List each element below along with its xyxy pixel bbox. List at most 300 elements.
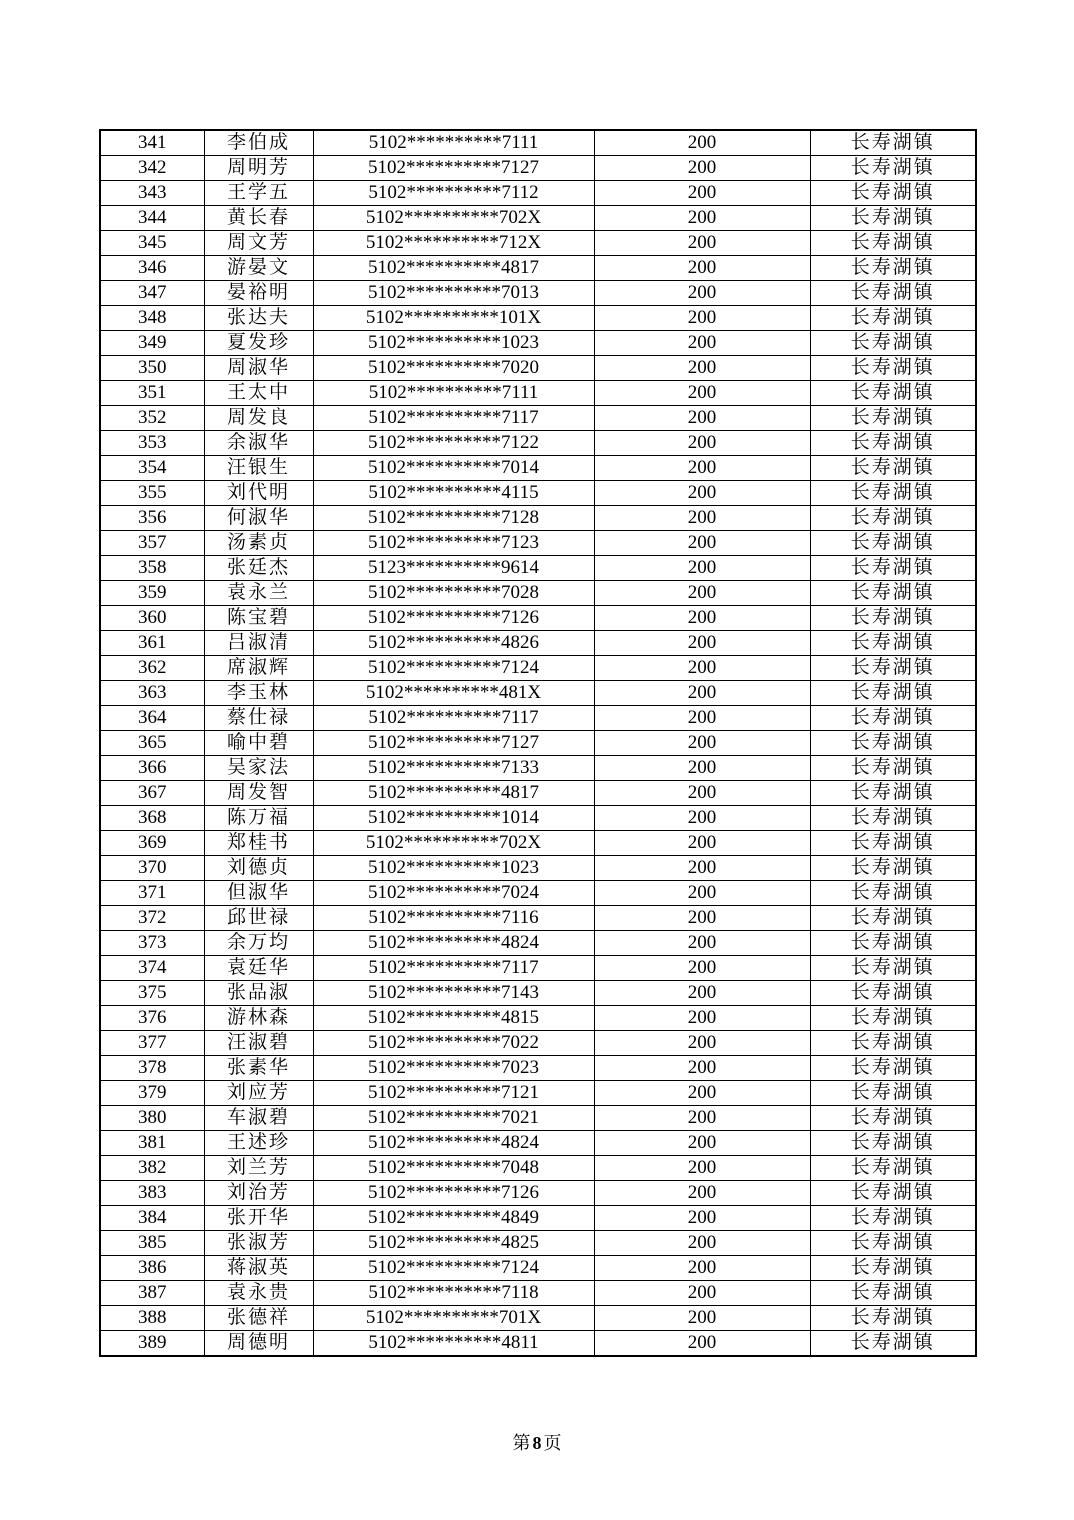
id-number-cell: 5102**********7127 (313, 156, 594, 181)
amount-cell: 200 (594, 781, 810, 806)
id-number-cell: 5102**********4825 (313, 1231, 594, 1256)
amount-cell: 200 (594, 831, 810, 856)
amount-cell: 200 (594, 931, 810, 956)
row-index-cell: 369 (100, 831, 204, 856)
amount-cell: 200 (594, 1106, 810, 1131)
person-name-cell: 袁永贵 (204, 1281, 313, 1306)
row-index-cell: 360 (100, 606, 204, 631)
id-number-cell: 5102**********7124 (313, 1256, 594, 1281)
amount-cell: 200 (594, 130, 810, 156)
table-row (100, 130, 976, 156)
table-row (100, 956, 976, 981)
person-name-cell: 张素华 (204, 1056, 313, 1081)
table-row (100, 231, 976, 256)
row-index-cell: 386 (100, 1256, 204, 1281)
town-cell: 长寿湖镇 (810, 781, 976, 806)
id-number-cell: 5102**********7112 (313, 181, 594, 206)
amount-cell: 200 (594, 956, 810, 981)
person-name-cell: 汪银生 (204, 456, 313, 481)
id-number-cell: 5102**********7014 (313, 456, 594, 481)
person-name-cell: 汤素贞 (204, 531, 313, 556)
amount-cell: 200 (594, 806, 810, 831)
id-number-cell: 5102**********7123 (313, 531, 594, 556)
row-index-cell: 381 (100, 1131, 204, 1156)
id-number-cell: 5102**********7111 (313, 130, 594, 156)
amount-cell: 200 (594, 456, 810, 481)
row-index-cell: 359 (100, 581, 204, 606)
town-cell: 长寿湖镇 (810, 1106, 976, 1131)
amount-cell: 200 (594, 1281, 810, 1306)
table-row (100, 1281, 976, 1306)
person-name-cell: 吴家法 (204, 756, 313, 781)
row-index-cell: 345 (100, 231, 204, 256)
id-number-cell: 5102**********7117 (313, 706, 594, 731)
id-number-cell: 5102**********702X (313, 831, 594, 856)
row-index-cell: 348 (100, 306, 204, 331)
table-row (100, 631, 976, 656)
person-name-cell: 李伯成 (204, 130, 313, 156)
table-row (100, 781, 976, 806)
person-name-cell: 游林森 (204, 1006, 313, 1031)
town-cell: 长寿湖镇 (810, 531, 976, 556)
amount-cell: 200 (594, 856, 810, 881)
row-index-cell: 342 (100, 156, 204, 181)
id-number-cell: 5102**********7022 (313, 1031, 594, 1056)
amount-cell: 200 (594, 1181, 810, 1206)
table-row (100, 1331, 976, 1357)
row-index-cell: 370 (100, 856, 204, 881)
id-number-cell: 5102**********4815 (313, 1006, 594, 1031)
id-number-cell: 5102**********7121 (313, 1081, 594, 1106)
amount-cell: 200 (594, 656, 810, 681)
row-index-cell: 378 (100, 1056, 204, 1081)
table-row (100, 906, 976, 931)
amount-cell: 200 (594, 1156, 810, 1181)
person-name-cell: 刘治芳 (204, 1181, 313, 1206)
id-number-cell: 5102**********7028 (313, 581, 594, 606)
town-cell: 长寿湖镇 (810, 431, 976, 456)
table-row (100, 356, 976, 381)
town-cell: 长寿湖镇 (810, 1281, 976, 1306)
table-row (100, 456, 976, 481)
id-number-cell: 5102**********7117 (313, 956, 594, 981)
id-number-cell: 5102**********7126 (313, 606, 594, 631)
person-name-cell: 周淑华 (204, 356, 313, 381)
person-name-cell: 周文芳 (204, 231, 313, 256)
table-row (100, 606, 976, 631)
amount-cell: 200 (594, 281, 810, 306)
town-cell: 长寿湖镇 (810, 406, 976, 431)
id-number-cell: 5102**********7124 (313, 656, 594, 681)
person-name-cell: 晏裕明 (204, 281, 313, 306)
row-index-cell: 379 (100, 1081, 204, 1106)
row-index-cell: 387 (100, 1281, 204, 1306)
amount-cell: 200 (594, 381, 810, 406)
person-name-cell: 喻中碧 (204, 731, 313, 756)
page-number: 8 (532, 1433, 542, 1453)
amount-cell: 200 (594, 1256, 810, 1281)
town-cell: 长寿湖镇 (810, 1056, 976, 1081)
town-cell: 长寿湖镇 (810, 481, 976, 506)
id-number-cell: 5102**********7133 (313, 756, 594, 781)
table-row (100, 431, 976, 456)
row-index-cell: 354 (100, 456, 204, 481)
amount-cell: 200 (594, 481, 810, 506)
id-number-cell: 5102**********7048 (313, 1156, 594, 1181)
table-row (100, 506, 976, 531)
town-cell: 长寿湖镇 (810, 956, 976, 981)
person-name-cell: 刘兰芳 (204, 1156, 313, 1181)
table-row (100, 931, 976, 956)
town-cell: 长寿湖镇 (810, 856, 976, 881)
person-name-cell: 但淑华 (204, 881, 313, 906)
row-index-cell: 344 (100, 206, 204, 231)
table-row (100, 831, 976, 856)
table-row (100, 681, 976, 706)
table-row (100, 706, 976, 731)
table-row (100, 181, 976, 206)
id-number-cell: 5102**********4115 (313, 481, 594, 506)
person-name-cell: 张开华 (204, 1206, 313, 1231)
table-row (100, 1031, 976, 1056)
table-row (100, 306, 976, 331)
row-index-cell: 364 (100, 706, 204, 731)
town-cell: 长寿湖镇 (810, 706, 976, 731)
id-number-cell: 5102**********712X (313, 231, 594, 256)
id-number-cell: 5102**********7117 (313, 406, 594, 431)
table-row (100, 981, 976, 1006)
row-index-cell: 388 (100, 1306, 204, 1331)
id-number-cell: 5102**********7116 (313, 906, 594, 931)
amount-cell: 200 (594, 256, 810, 281)
row-index-cell: 383 (100, 1181, 204, 1206)
person-name-cell: 张淑芳 (204, 1231, 313, 1256)
table-row (100, 556, 976, 581)
table-row (100, 406, 976, 431)
person-name-cell: 席淑辉 (204, 656, 313, 681)
table-row (100, 731, 976, 756)
row-index-cell: 371 (100, 881, 204, 906)
table-row (100, 1181, 976, 1206)
person-name-cell: 黄长春 (204, 206, 313, 231)
row-index-cell: 384 (100, 1206, 204, 1231)
id-number-cell: 5102**********7024 (313, 881, 594, 906)
table-row (100, 756, 976, 781)
town-cell: 长寿湖镇 (810, 356, 976, 381)
row-index-cell: 374 (100, 956, 204, 981)
town-cell: 长寿湖镇 (810, 806, 976, 831)
person-name-cell: 张德祥 (204, 1306, 313, 1331)
amount-cell: 200 (594, 556, 810, 581)
id-number-cell: 5102**********7111 (313, 381, 594, 406)
amount-cell: 200 (594, 581, 810, 606)
town-cell: 长寿湖镇 (810, 281, 976, 306)
id-number-cell: 5102**********7143 (313, 981, 594, 1006)
town-cell: 长寿湖镇 (810, 1206, 976, 1231)
person-name-cell: 周德明 (204, 1331, 313, 1357)
table-row (100, 1081, 976, 1106)
table-row (100, 581, 976, 606)
amount-cell: 200 (594, 756, 810, 781)
row-index-cell: 346 (100, 256, 204, 281)
town-cell: 长寿湖镇 (810, 1031, 976, 1056)
town-cell: 长寿湖镇 (810, 656, 976, 681)
person-name-cell: 王太中 (204, 381, 313, 406)
amount-cell: 200 (594, 1231, 810, 1256)
town-cell: 长寿湖镇 (810, 556, 976, 581)
amount-cell: 200 (594, 1056, 810, 1081)
person-name-cell: 刘代明 (204, 481, 313, 506)
town-cell: 长寿湖镇 (810, 181, 976, 206)
amount-cell: 200 (594, 1306, 810, 1331)
id-number-cell: 5102**********1023 (313, 331, 594, 356)
town-cell: 长寿湖镇 (810, 1131, 976, 1156)
row-index-cell: 367 (100, 781, 204, 806)
town-cell: 长寿湖镇 (810, 1081, 976, 1106)
id-number-cell: 5102**********7020 (313, 356, 594, 381)
person-name-cell: 蒋淑英 (204, 1256, 313, 1281)
table-row (100, 381, 976, 406)
person-name-cell: 李玉林 (204, 681, 313, 706)
row-index-cell: 377 (100, 1031, 204, 1056)
town-cell: 长寿湖镇 (810, 130, 976, 156)
id-number-cell: 5102**********7128 (313, 506, 594, 531)
row-index-cell: 362 (100, 656, 204, 681)
person-name-cell: 汪淑碧 (204, 1031, 313, 1056)
amount-cell: 200 (594, 431, 810, 456)
id-number-cell: 5102**********4849 (313, 1206, 594, 1231)
person-name-cell: 袁永兰 (204, 581, 313, 606)
row-index-cell: 375 (100, 981, 204, 1006)
id-number-cell: 5102**********7021 (313, 1106, 594, 1131)
amount-cell: 200 (594, 181, 810, 206)
town-cell: 长寿湖镇 (810, 981, 976, 1006)
row-index-cell: 372 (100, 906, 204, 931)
person-name-cell: 周明芳 (204, 156, 313, 181)
table-row (100, 281, 976, 306)
row-index-cell: 353 (100, 431, 204, 456)
id-number-cell: 5102**********7013 (313, 281, 594, 306)
person-name-cell: 张廷杰 (204, 556, 313, 581)
row-index-cell: 341 (100, 130, 204, 156)
amount-cell: 200 (594, 681, 810, 706)
amount-cell: 200 (594, 981, 810, 1006)
amount-cell: 200 (594, 1206, 810, 1231)
id-number-cell: 5102**********702X (313, 206, 594, 231)
amount-cell: 200 (594, 206, 810, 231)
amount-cell: 200 (594, 531, 810, 556)
town-cell: 长寿湖镇 (810, 231, 976, 256)
id-number-cell: 5102**********1023 (313, 856, 594, 881)
row-index-cell: 366 (100, 756, 204, 781)
amount-cell: 200 (594, 1331, 810, 1357)
row-index-cell: 380 (100, 1106, 204, 1131)
table-row (100, 1131, 976, 1156)
id-number-cell: 5102**********701X (313, 1306, 594, 1331)
person-name-cell: 车淑碧 (204, 1106, 313, 1131)
town-cell: 长寿湖镇 (810, 506, 976, 531)
table-row (100, 856, 976, 881)
person-name-cell: 何淑华 (204, 506, 313, 531)
table-row (100, 156, 976, 181)
town-cell: 长寿湖镇 (810, 1231, 976, 1256)
town-cell: 长寿湖镇 (810, 331, 976, 356)
row-index-cell: 347 (100, 281, 204, 306)
row-index-cell: 382 (100, 1156, 204, 1181)
row-index-cell: 351 (100, 381, 204, 406)
town-cell: 长寿湖镇 (810, 756, 976, 781)
id-number-cell: 5102**********4826 (313, 631, 594, 656)
row-index-cell: 355 (100, 481, 204, 506)
id-number-cell: 5123**********9614 (313, 556, 594, 581)
town-cell: 长寿湖镇 (810, 681, 976, 706)
person-name-cell: 余淑华 (204, 431, 313, 456)
amount-cell: 200 (594, 881, 810, 906)
table-row (100, 331, 976, 356)
amount-cell: 200 (594, 1031, 810, 1056)
amount-cell: 200 (594, 406, 810, 431)
id-number-cell: 5102**********101X (313, 306, 594, 331)
person-name-cell: 陈宝碧 (204, 606, 313, 631)
town-cell: 长寿湖镇 (810, 1331, 976, 1357)
amount-cell: 200 (594, 356, 810, 381)
town-cell: 长寿湖镇 (810, 1256, 976, 1281)
person-name-cell: 蔡仕禄 (204, 706, 313, 731)
row-index-cell: 350 (100, 356, 204, 381)
person-name-cell: 张达夫 (204, 306, 313, 331)
table-row (100, 206, 976, 231)
page-footer (0, 1429, 1074, 1455)
amount-cell: 200 (594, 1131, 810, 1156)
amount-cell: 200 (594, 1081, 810, 1106)
row-index-cell: 349 (100, 331, 204, 356)
row-index-cell: 357 (100, 531, 204, 556)
row-index-cell: 363 (100, 681, 204, 706)
amount-cell: 200 (594, 331, 810, 356)
row-index-cell: 373 (100, 931, 204, 956)
table-row (100, 1056, 976, 1081)
amount-cell: 200 (594, 156, 810, 181)
id-number-cell: 5102**********7118 (313, 1281, 594, 1306)
town-cell: 长寿湖镇 (810, 381, 976, 406)
id-number-cell: 5102**********4817 (313, 781, 594, 806)
person-name-cell: 王述珍 (204, 1131, 313, 1156)
person-name-cell: 袁廷华 (204, 956, 313, 981)
amount-cell: 200 (594, 306, 810, 331)
id-number-cell: 5102**********4824 (313, 1131, 594, 1156)
town-cell: 长寿湖镇 (810, 906, 976, 931)
row-index-cell: 368 (100, 806, 204, 831)
table-row (100, 1306, 976, 1331)
id-number-cell: 5102**********7127 (313, 731, 594, 756)
id-number-cell: 5102**********4811 (313, 1331, 594, 1357)
table-row (100, 881, 976, 906)
person-name-cell: 余万均 (204, 931, 313, 956)
page-prefix: 第 (512, 1433, 531, 1453)
town-cell: 长寿湖镇 (810, 931, 976, 956)
table-row (100, 1231, 976, 1256)
town-cell: 长寿湖镇 (810, 581, 976, 606)
town-cell: 长寿湖镇 (810, 831, 976, 856)
amount-cell: 200 (594, 606, 810, 631)
roster-body (100, 130, 976, 1356)
row-index-cell: 389 (100, 1331, 204, 1357)
town-cell: 长寿湖镇 (810, 156, 976, 181)
town-cell: 长寿湖镇 (810, 456, 976, 481)
person-name-cell: 郑桂书 (204, 831, 313, 856)
id-number-cell: 5102**********7126 (313, 1181, 594, 1206)
town-cell: 长寿湖镇 (810, 881, 976, 906)
roster-table (99, 129, 977, 1357)
amount-cell: 200 (594, 906, 810, 931)
town-cell: 长寿湖镇 (810, 306, 976, 331)
town-cell: 长寿湖镇 (810, 1156, 976, 1181)
row-index-cell: 352 (100, 406, 204, 431)
town-cell: 长寿湖镇 (810, 731, 976, 756)
id-number-cell: 5102**********4824 (313, 931, 594, 956)
amount-cell: 200 (594, 631, 810, 656)
table-row (100, 806, 976, 831)
town-cell: 长寿湖镇 (810, 206, 976, 231)
town-cell: 长寿湖镇 (810, 631, 976, 656)
table-row (100, 656, 976, 681)
town-cell: 长寿湖镇 (810, 1306, 976, 1331)
table-row (100, 1006, 976, 1031)
row-index-cell: 385 (100, 1231, 204, 1256)
row-index-cell: 343 (100, 181, 204, 206)
person-name-cell: 邱世禄 (204, 906, 313, 931)
person-name-cell: 吕淑清 (204, 631, 313, 656)
town-cell: 长寿湖镇 (810, 1006, 976, 1031)
person-name-cell: 夏发珍 (204, 331, 313, 356)
table-row (100, 1106, 976, 1131)
amount-cell: 200 (594, 731, 810, 756)
amount-cell: 200 (594, 1006, 810, 1031)
amount-cell: 200 (594, 506, 810, 531)
row-index-cell: 376 (100, 1006, 204, 1031)
table-row (100, 481, 976, 506)
table-row (100, 1206, 976, 1231)
id-number-cell: 5102**********4817 (313, 256, 594, 281)
id-number-cell: 5102**********7023 (313, 1056, 594, 1081)
id-number-cell: 5102**********481X (313, 681, 594, 706)
person-name-cell: 刘应芳 (204, 1081, 313, 1106)
person-name-cell: 陈万福 (204, 806, 313, 831)
row-index-cell: 358 (100, 556, 204, 581)
table-row (100, 1156, 976, 1181)
row-index-cell: 361 (100, 631, 204, 656)
row-index-cell: 356 (100, 506, 204, 531)
person-name-cell: 周发良 (204, 406, 313, 431)
town-cell: 长寿湖镇 (810, 1181, 976, 1206)
person-name-cell: 张品淑 (204, 981, 313, 1006)
table-row (100, 531, 976, 556)
amount-cell: 200 (594, 706, 810, 731)
town-cell: 长寿湖镇 (810, 606, 976, 631)
amount-cell: 200 (594, 231, 810, 256)
id-number-cell: 5102**********1014 (313, 806, 594, 831)
person-name-cell: 王学五 (204, 181, 313, 206)
page-suffix: 页 (543, 1433, 562, 1453)
row-index-cell: 365 (100, 731, 204, 756)
person-name-cell: 游晏文 (204, 256, 313, 281)
table-row (100, 256, 976, 281)
person-name-cell: 周发智 (204, 781, 313, 806)
town-cell: 长寿湖镇 (810, 256, 976, 281)
table-row (100, 1256, 976, 1281)
person-name-cell: 刘德贞 (204, 856, 313, 881)
id-number-cell: 5102**********7122 (313, 431, 594, 456)
